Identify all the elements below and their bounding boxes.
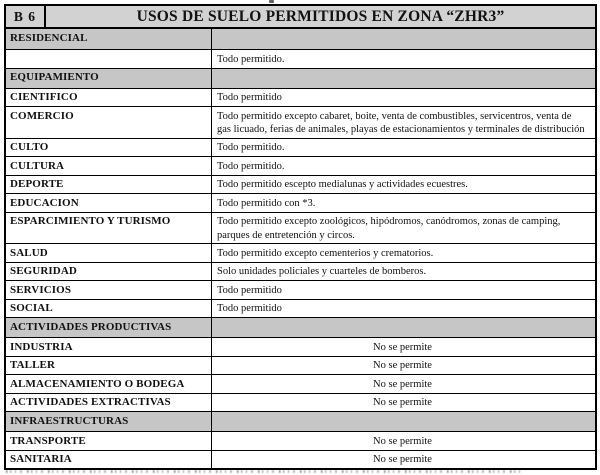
row-label: RESIDENCIAL [6,29,212,49]
table-row [6,49,595,68]
row-value [212,29,595,49]
row-label: INDUSTRIA [6,338,212,356]
row-label: DEPORTE [6,176,212,194]
row-value: Todo permitido. [217,142,285,153]
row-value: No se permite [373,360,432,371]
row-label: EDUCACION [6,194,212,212]
table-row [6,356,595,375]
row-value: Todo permitido. [217,53,285,65]
table-header [6,6,595,29]
row-value [212,69,595,88]
table-body [6,29,595,468]
row-label: CULTURA [6,157,212,175]
row-label: CIENTIFICO [6,89,212,107]
row-label: INFRAESTRUCTURAS [6,412,212,431]
row-value: Todo permitido con *3. [217,197,316,209]
row-value: No se permite [373,341,432,353]
table-row [6,138,595,157]
row-label [6,50,212,68]
table-row [6,106,595,138]
row-value: No se permite [373,397,432,408]
row-label: COMERCIO [6,107,212,138]
row-value [212,318,595,337]
row-label: ACTIVIDADES PRODUCTIVAS [6,318,212,337]
table-code: B 6 [6,6,46,27]
row-label: CULTO [6,139,212,157]
clipped-character-fragment [269,0,274,3]
table-row [6,243,595,262]
section-row [6,317,595,337]
table-row [6,88,595,107]
table-title: USOS DE SUELO PERMITIDOS EN ZONA “ZHR3” [136,7,505,25]
row-label: SANITARIA [6,451,212,469]
section-row [6,68,595,88]
land-use-table [4,4,597,470]
row-label: TRANSPORTE [6,432,212,450]
table-row [6,262,595,281]
table-row [6,212,595,244]
table-row [6,374,595,393]
row-value: Solo unidades policiales y cuarteles de bomberos. [217,266,427,277]
table-row [6,450,595,469]
row-value: Todo permitido. [217,160,285,172]
section-row [6,29,595,49]
table-row [6,393,595,412]
row-value: No se permite [373,454,432,465]
table-row [6,175,595,194]
row-label: EQUIPAMIENTO [6,69,212,88]
table-row [6,156,595,175]
row-label: SALUD [6,244,212,262]
row-label: ESPARCIMIENTO Y TURISMO [6,213,212,244]
row-value: No se permite [373,435,432,447]
row-value [212,412,595,431]
table-row [6,280,595,299]
row-label: SEGURIDAD [6,263,212,281]
row-value: Todo permitido [217,284,282,296]
row-label: ALMACENAMIENTO O BODEGA [6,375,212,393]
row-label: SERVICIOS [6,281,212,299]
row-value: Todo permitido [217,303,282,314]
clipped-text-below-table [6,470,522,474]
row-value: Todo permitido [217,92,282,103]
table-row [6,299,595,318]
row-value: Todo permitido escepto medialunas y actividades ecuestres. [217,179,468,190]
section-row [6,411,595,431]
row-label: TALLER [6,357,212,375]
row-label: ACTIVIDADES EXTRACTIVAS [6,394,212,412]
row-value: Todo permitido excepto cementerios y crematorios. [217,247,434,259]
row-label: SOCIAL [6,300,212,318]
row-value: Todo permitido excepto cabaret, boite, venta de combustibles, servicentros, venta de gas licuado, ferias de animales, playas de estacionamientos y terminales de distribución [217,110,585,135]
row-value: No se permite [373,378,432,390]
table-row [6,337,595,356]
row-value: Todo permitido excepto zoológicos, hipódromos, canódromos, zonas de camping, parques de entretención y circos. [217,216,561,241]
table-row [6,193,595,212]
table-row [6,431,595,450]
